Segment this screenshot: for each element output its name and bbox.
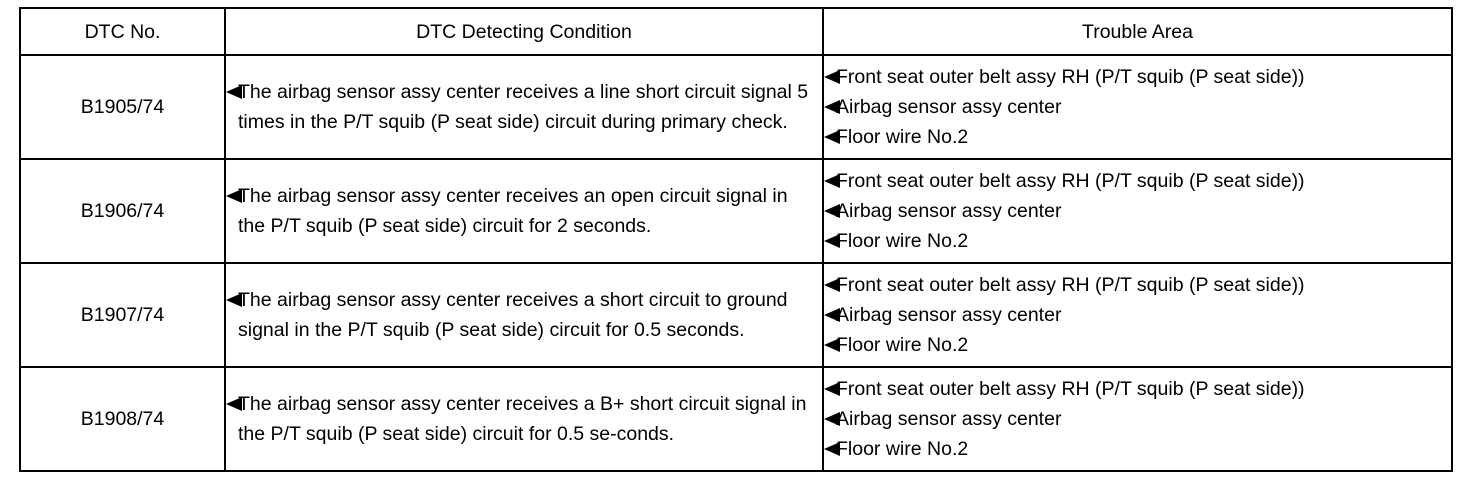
bullet-arrow-icon — [824, 130, 840, 144]
bullet-arrow-icon — [824, 174, 840, 188]
trouble-area-cell — [823, 159, 1452, 263]
trouble-area-item — [824, 300, 1451, 330]
trouble-area-item — [824, 166, 1451, 196]
trouble-area-cell — [823, 263, 1452, 367]
trouble-area-text: Floor wire No.2 — [836, 230, 969, 252]
header-dtc-no: DTC No. — [20, 8, 225, 55]
detecting-condition-cell — [225, 159, 823, 263]
trouble-area-item — [824, 330, 1451, 360]
trouble-area-item — [824, 62, 1451, 92]
dtc-code-cell: B1908/74 — [20, 367, 225, 471]
condition-text: The airbag sensor assy center receives a short circuit to ground signal in the P/T squib (P seat side) circuit for 0.5 seconds. — [238, 289, 788, 341]
bullet-arrow-icon — [824, 338, 840, 352]
trouble-area-item — [824, 226, 1451, 256]
trouble-area-text: Floor wire No.2 — [836, 438, 969, 460]
trouble-area-text: Front seat outer belt assy RH (P/T squib (P seat side)) — [836, 274, 1305, 296]
trouble-area-text: Front seat outer belt assy RH (P/T squib (P seat side)) — [836, 170, 1305, 192]
table-row — [20, 263, 1452, 367]
table-row — [20, 159, 1452, 263]
bullet-arrow-icon — [824, 308, 840, 322]
bullet-arrow-icon — [226, 293, 242, 307]
dtc-table — [19, 7, 1453, 472]
trouble-area-item — [824, 374, 1451, 404]
dtc-code-cell: B1906/74 — [20, 159, 225, 263]
detecting-condition-cell — [225, 367, 823, 471]
trouble-area-text: Airbag sensor assy center — [836, 96, 1062, 118]
trouble-area-cell — [823, 55, 1452, 159]
detecting-condition-cell — [225, 263, 823, 367]
condition-text: The airbag sensor assy center receives a line short circuit signal 5 times in the P/T squib (P seat side) circuit during primary check. — [238, 81, 809, 133]
trouble-area-text: Floor wire No.2 — [836, 126, 969, 148]
table-row — [20, 55, 1452, 159]
condition-text: The airbag sensor assy center receives an open circuit signal in the P/T squib (P seat side) circuit for 2 seconds. — [238, 185, 788, 237]
condition-item — [226, 389, 822, 449]
trouble-area-text: Floor wire No.2 — [836, 334, 969, 356]
bullet-arrow-icon — [226, 397, 242, 411]
table-header-row — [20, 8, 1452, 55]
bullet-arrow-icon — [226, 85, 242, 99]
trouble-area-item — [824, 122, 1451, 152]
header-trouble-area: Trouble Area — [823, 8, 1452, 55]
bullet-arrow-icon — [824, 412, 840, 426]
trouble-area-item — [824, 196, 1451, 226]
bullet-arrow-icon — [824, 234, 840, 248]
bullet-arrow-icon — [824, 70, 840, 84]
trouble-area-cell — [823, 367, 1452, 471]
trouble-area-text: Front seat outer belt assy RH (P/T squib (P seat side)) — [836, 66, 1305, 88]
trouble-area-item — [824, 434, 1451, 464]
condition-item — [226, 285, 822, 345]
condition-item — [226, 77, 822, 137]
trouble-area-text: Airbag sensor assy center — [836, 304, 1062, 326]
bullet-arrow-icon — [226, 189, 242, 203]
detecting-condition-cell — [225, 55, 823, 159]
bullet-arrow-icon — [824, 278, 840, 292]
header-detecting-condition: DTC Detecting Condition — [225, 8, 823, 55]
trouble-area-text: Front seat outer belt assy RH (P/T squib (P seat side)) — [836, 378, 1305, 400]
condition-item — [226, 181, 822, 241]
trouble-area-item — [824, 270, 1451, 300]
trouble-area-text: Airbag sensor assy center — [836, 408, 1062, 430]
dtc-code-cell: B1905/74 — [20, 55, 225, 159]
condition-text: The airbag sensor assy center receives a B+ short circuit signal in the P/T squib (P seat side) circuit for 0.5 se-conds. — [238, 393, 807, 445]
bullet-arrow-icon — [824, 204, 840, 218]
bullet-arrow-icon — [824, 442, 840, 456]
bullet-arrow-icon — [824, 382, 840, 396]
table-row — [20, 367, 1452, 471]
trouble-area-item — [824, 92, 1451, 122]
trouble-area-text: Airbag sensor assy center — [836, 200, 1062, 222]
bullet-arrow-icon — [824, 100, 840, 114]
dtc-code-cell: B1907/74 — [20, 263, 225, 367]
trouble-area-item — [824, 404, 1451, 434]
